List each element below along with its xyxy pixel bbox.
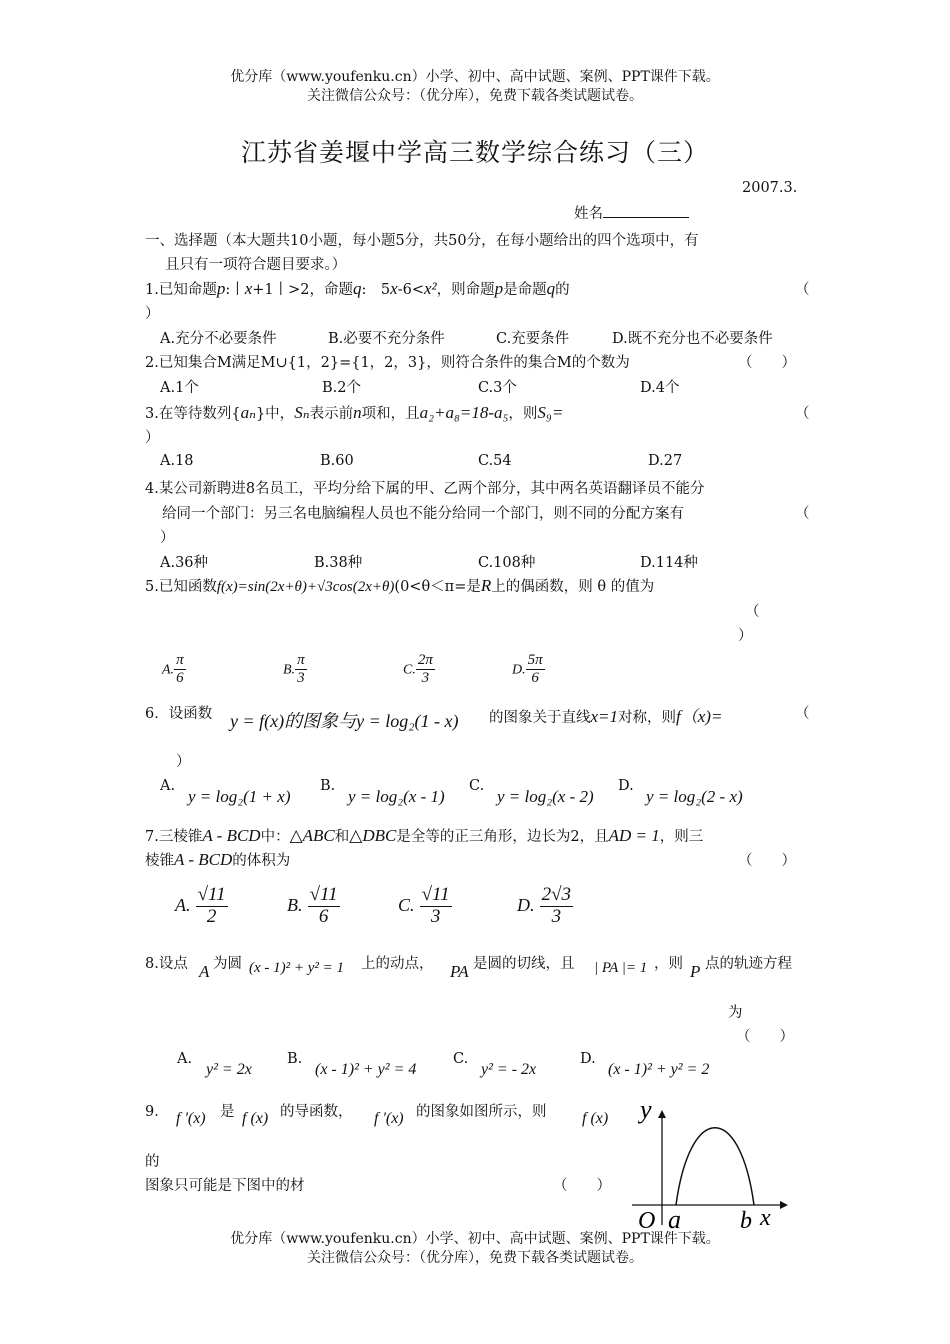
q6-option-b: y = log₂(x - 1) xyxy=(348,787,445,806)
q7-option-b: B. $\frac{√11}{6}$ xyxy=(287,884,338,927)
q9-f: f (x) xyxy=(242,1110,269,1127)
q1-paren-close: ） xyxy=(145,306,160,322)
name-field xyxy=(574,202,689,223)
section-heading-line-1: 一、选择题（本大题共10小题，每小题5分，共50分，在每小题给出的四个选项中，有 xyxy=(145,233,699,249)
q4-stem-line-2: 给同一个部门：另三名电脑编程人员也不能分给同一个部门，则不同的分配方案有 xyxy=(162,506,684,522)
q6-expression: y = f(x)的图象与y = log₂(1 - x) xyxy=(230,711,459,731)
q4-option-d: D.114种 xyxy=(640,555,698,571)
q6-option-b-label: B. xyxy=(320,778,336,794)
section-heading-line-2: 且只有一项符合题目要求。） xyxy=(165,257,347,273)
q8-option-c: y² = - 2x xyxy=(481,1061,537,1078)
q8-stem-prefix: 8.设点 xyxy=(145,956,188,972)
name-label: 姓名 xyxy=(574,206,603,222)
q5-option-d: D. $\frac{5\pi}{6}$ xyxy=(512,652,543,686)
q8-point-a: A xyxy=(199,962,210,981)
q2-stem: 2.已知集合M满足M∪{1，2}={1，2，3}，则符合条件的集合M的个数为 xyxy=(145,355,630,371)
graph-b-label: b xyxy=(740,1208,752,1232)
q1-stem: 1.已知命题p:丨x+1丨>2，命题q: 5x-6<x²，则命题p是命题q的 xyxy=(145,279,570,298)
page-title: 江苏省姜堰中学高三数学综合练习（三） xyxy=(240,138,709,167)
q4-option-c: C.108种 xyxy=(478,555,536,571)
q5-paren-close: ） xyxy=(738,628,753,644)
q8-circle: (x - 1)² + y² = 1 xyxy=(249,960,345,976)
q1-option-a: A.充分不必要条件 xyxy=(160,331,277,347)
derivative-curve xyxy=(676,1128,754,1205)
q9-number: 9． xyxy=(145,1104,169,1120)
q2-option-b: B.2个 xyxy=(322,380,361,396)
q3-option-d: D.27 xyxy=(648,453,683,469)
q7-stem-line-2: 棱锥A - BCD的体积为 xyxy=(145,850,291,869)
q2-option-d: D.4个 xyxy=(640,380,680,396)
header-line-1: 优分库（www.youfenku.cn）小学、初中、高中试题、案例、PPT课件下载。 xyxy=(230,69,720,85)
q7-stem-line-1: 7.三棱锥A - BCD中：△ABC和△DBC是全等的正三角形，边长为2，且AD = 1，则三 xyxy=(145,826,704,845)
q3-paren-close: ） xyxy=(145,430,160,446)
q4-paren-close: ） xyxy=(160,530,175,546)
q5-option-c: C. $\frac{2\pi}{3}$ xyxy=(403,652,433,686)
q8-option-d: (x - 1)² + y² = 2 xyxy=(608,1061,710,1078)
q4-option-b: B.38种 xyxy=(314,555,363,571)
q4-stem-line-1: 4.某公司新聘进8名员工，平均分给下属的甲、乙两个部分，其中两名英语翻译员不能分 xyxy=(145,481,705,497)
q5-option-b: B. $\frac{\pi}{3}$ xyxy=(283,652,305,686)
q6-paren-close: ） xyxy=(176,754,191,770)
q8-option-c-label: C. xyxy=(453,1051,469,1067)
footer-line-2: 关注微信公众号：（优分库），免费下载各类试题试卷。 xyxy=(307,1250,643,1266)
header-line-2: 关注微信公众号：（优分库），免费下载各类试题试卷。 xyxy=(307,88,643,104)
q9-stem-line-3: 图象只可能是下图中的材 xyxy=(145,1178,305,1194)
graph-origin-label: O xyxy=(638,1208,656,1232)
q1-paren-open: （ xyxy=(795,282,810,298)
q8-option-d-label: D. xyxy=(580,1051,596,1067)
q8-option-b: (x - 1)² + y² = 4 xyxy=(315,1061,417,1078)
q8-stem-d: 是圆的切线，且 xyxy=(473,956,575,972)
footer-line-1: 优分库（www.youfenku.cn）小学、初中、高中试题、案例、PPT课件下载。 xyxy=(230,1231,720,1247)
q6-option-c-label: C. xyxy=(469,778,485,794)
q7-answer-paren: （ ） xyxy=(738,853,796,869)
q3-option-a: A.18 xyxy=(160,453,194,469)
q6-option-d-label: D. xyxy=(618,778,634,794)
q6-option-a-label: A. xyxy=(160,778,176,794)
q1-option-b: B.必要不充分条件 xyxy=(328,331,445,347)
q6-stem-prefix: 6．设函数 xyxy=(145,706,213,722)
q5-option-a: A. $\frac{\pi}{6}$ xyxy=(162,652,184,686)
q4-paren-open: （ xyxy=(795,506,810,522)
q6-option-a: y = log₂(1 + x) xyxy=(188,787,291,806)
q3-paren-open: （ xyxy=(795,406,810,422)
q8-answer-paren: （ ） xyxy=(736,1029,794,1045)
q8-pa: PA xyxy=(450,962,469,981)
graph-y-label: y xyxy=(640,1095,652,1124)
q1-option-c: C.充要条件 xyxy=(496,331,570,347)
q8-wei: 为 xyxy=(728,1005,743,1021)
graph-x-label: x xyxy=(760,1205,771,1231)
q3-stem: 3.在等待数列{aₙ}中，Sₙ表示前n项和，且a₂+a₈=18-a₅，则S₉= xyxy=(145,403,564,422)
q8-stem-b: 为圆 xyxy=(213,956,242,972)
q9-answer-paren: （ ） xyxy=(553,1178,611,1194)
q9-shi: 是 xyxy=(220,1104,235,1120)
q9-derivative-graph xyxy=(630,1092,790,1232)
q6-paren-open: （ xyxy=(795,706,810,722)
date: 2007.3. xyxy=(742,180,798,196)
q8-option-a-label: A. xyxy=(177,1051,193,1067)
q7-option-c: C. $\frac{√11}{3}$ xyxy=(398,884,450,927)
q5-stem: 5.已知函数f(x)=sin(2x+θ)+√3cos(2x+θ)(0<θ＜π=是R上的偶函数，则 θ 的值为 xyxy=(145,576,655,595)
q7-option-a: A. $\frac{√11}{2}$ xyxy=(175,884,226,927)
q7-option-d: D. $\frac{2√3}{3}$ xyxy=(517,884,572,927)
q8-length: | PA |= 1 xyxy=(594,960,648,976)
q9-stem-b: 的导函数， xyxy=(280,1104,353,1120)
q9-f-2: f (x) xyxy=(582,1110,609,1127)
q8-stem-f: 点的轨迹方程 xyxy=(705,956,792,972)
q9-fprime: f '(x) xyxy=(176,1110,206,1127)
q8-stem-e: ，则 xyxy=(654,956,683,972)
graph-a-label: a xyxy=(668,1205,681,1232)
q8-point-p: P xyxy=(690,962,701,981)
q6-option-c: y = log₂(x - 2) xyxy=(497,787,594,806)
q4-option-a: A.36种 xyxy=(160,555,209,571)
q1-option-d: D.既不充分也不必要条件 xyxy=(612,331,773,347)
q8-stem-c: 上的动点， xyxy=(361,956,434,972)
q9-fprime-2: f '(x) xyxy=(374,1110,404,1127)
q2-answer-paren: （ ） xyxy=(738,355,796,371)
q9-stem-c: 的图象如图所示，则 xyxy=(416,1104,547,1120)
q8-option-b-label: B. xyxy=(287,1051,303,1067)
q2-option-a: A.1个 xyxy=(160,380,199,396)
q3-option-c: C.54 xyxy=(478,453,512,469)
q3-option-b: B.60 xyxy=(320,453,354,469)
q5-paren-open: （ xyxy=(745,604,760,620)
q6-stem-suffix: 的图象关于直线x=1对称，则f（x)= xyxy=(489,707,723,726)
q2-option-c: C.3个 xyxy=(478,380,517,396)
q6-option-d: y = log₂(2 - x) xyxy=(646,787,743,806)
x-axis-arrow xyxy=(780,1201,788,1209)
y-axis-arrow xyxy=(658,1110,666,1118)
q8-option-a: y² = 2x xyxy=(206,1061,252,1078)
q9-de: 的 xyxy=(145,1154,160,1170)
